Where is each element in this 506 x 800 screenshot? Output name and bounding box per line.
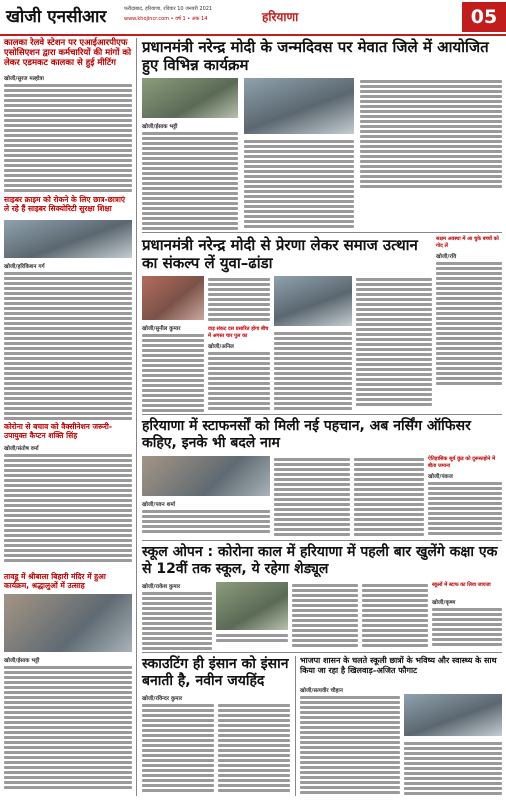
- article-7-body-col3: [362, 582, 428, 650]
- article-4-side-body: [436, 260, 502, 392]
- article-8-photo: [4, 594, 132, 652]
- article-12-side-byline: खोजी/कृष्ण: [432, 600, 456, 606]
- article-10-body-col2: [404, 740, 502, 796]
- newspaper-brand: खोजी एनसीआर: [6, 7, 107, 27]
- article-4-body-col3: [274, 330, 352, 412]
- article-8-headline: तावडू में श्रीबाला बिहारी मंदिर में हुआ कार्यक्रम, श्रद्धालुओं में उत्साह: [4, 572, 106, 590]
- article-7-headline: स्कूल ओपन : कोरोना काल में हरियाणा में पहली बार खुलेंगे कक्षा एक से 12वीं तक स्कूल, ये रहेगा शेड्यूल: [142, 544, 498, 577]
- article-4-photo-1: [142, 276, 204, 320]
- article-8-byline: खोजी/ईसाक भट्टी: [4, 658, 40, 664]
- article-6-body-col2: [274, 456, 350, 538]
- article-4-headline: प्रधानमंत्री नरेन्द्र मोदी से प्रेरणा लेकर समाज उत्थान का संकल्प लें युवा–ढांडा: [142, 236, 418, 272]
- article-9-body-col2: [218, 702, 290, 796]
- edition-info: www.khojincr.com • वर्ष 1 • अंक 14: [124, 16, 208, 22]
- article-12-side-headline: स्कूलों में स्टाफ का लिया जायजा: [432, 582, 491, 588]
- divider-2: [142, 414, 502, 415]
- article-7-body-col2: [292, 582, 358, 650]
- article-11-byline: खोजी/पंकज: [428, 474, 453, 480]
- page-number: 05: [462, 2, 506, 32]
- article-4-side-byline: खोजी/रवि: [436, 254, 457, 260]
- article-5-byline: खोजी/संतोष वर्मा: [4, 446, 39, 452]
- article-2-body-col2: [244, 138, 354, 230]
- column-divider: [136, 38, 137, 796]
- article-1-headline: कालका रेलवे स्टेशन पर एआईआरपीएफ एसोसिएशन द्वारा कर्मचारियों की मांगों को लेकर एडमकट कालका से हुई मीटिंग: [4, 38, 132, 68]
- article-11-headline: ऐतिहासिक सूर्य कुंड को दुरूस्तहोने में बीता जमाना: [428, 456, 496, 469]
- edition-dateline: फरीदाबाद, हरियाणा, रविवार 10 जनवरी 2021: [124, 6, 213, 12]
- article-4-side-headline: सक्षम अवस्था में आ चुके बच्चों को गोद लें: [436, 236, 499, 249]
- article-9-body-col1: [142, 702, 214, 796]
- article-10-body-col1: [300, 694, 400, 796]
- article-2-headline: प्रधानमंत्री नरेन्द्र मोदी के जन्मदिवस पर मेवात जिले में आयोजित हुए विभिन्न कार्यक्रम: [142, 38, 489, 74]
- article-7-body-col1: [142, 590, 212, 650]
- article-7-byline: खोजी/राकेश कुमार: [142, 584, 181, 590]
- article-10-headline: भाजपा शासन के चलते स्कूली छात्रों के भविष्य और स्वास्थ्य के साथ किया जा रहा है खिलवाड़–अजित फौगाट: [300, 656, 497, 675]
- article-10-byline: खोजी/सत्यवीर चौहान: [300, 688, 343, 694]
- article-6-photo: [142, 456, 270, 496]
- divider-5: [295, 656, 296, 796]
- article-9-byline: खोजी/रविन्दर कुमार: [142, 696, 183, 702]
- divider-4: [142, 652, 502, 653]
- article-6-byline: खोजी/पवन शर्मा: [142, 502, 176, 508]
- article-4-body-col4: [356, 276, 432, 412]
- article-6-body-col1: [142, 508, 270, 538]
- article-6-side-byline: खोजी/अनिल: [208, 344, 234, 350]
- article-2-byline: खोजी/ईसाक भट्टी: [142, 124, 178, 130]
- article-11-body: [428, 480, 502, 538]
- article-12-side-body: [432, 606, 502, 650]
- article-6-side-headline: वाड़ संकट दस प्रसारित होगा बीच में अगस्त चार पुल का: [208, 326, 269, 339]
- divider-3: [142, 540, 502, 541]
- article-6-body-col3: [354, 456, 424, 538]
- article-8-body: [4, 664, 132, 796]
- article-4-byline: खोजी/सुनील कुमार: [142, 326, 181, 332]
- article-2-photo-2: [244, 78, 354, 134]
- article-7-photo: [216, 582, 288, 630]
- article-4-body-col1: [142, 332, 204, 412]
- article-4-photo-2: [274, 276, 352, 326]
- article-4-body-col2: [208, 276, 270, 324]
- article-1-byline: खोजी/सुरज मल्होत्रा: [4, 76, 44, 82]
- article-3-byline: खोजी/हरिकिशन गर्ग: [4, 264, 45, 270]
- article-1-body: [4, 82, 132, 194]
- article-3-body: [4, 270, 132, 420]
- article-3-headline: साइबर क्राइम को रोकने के लिए छात्र-छात्राएं ले रहे हैं साइबर सिक्योरिटी सुरक्षा शिक्षा: [4, 195, 126, 213]
- article-9-headline: स्काउटिंग ही इंसान को इंसान बनाती है, नवीन जयहिंद: [142, 656, 289, 689]
- article-2-photo-1: [142, 78, 238, 118]
- article-3-photo: [4, 220, 132, 258]
- article-5-body: [4, 452, 132, 564]
- article-6-side-body: [208, 350, 270, 412]
- article-6-headline: हरियाणा में स्टाफनर्सों को मिली नई पहचान, अब नर्सिंग ऑफिसर कहिए, इनके भी बदले नाम: [142, 418, 471, 451]
- article-2-body-col3: [360, 78, 502, 190]
- article-10-photo: [404, 694, 502, 736]
- article-7-photo-caption: [216, 632, 288, 650]
- article-2-body-col1: [142, 130, 238, 230]
- section-name: हरियाणा: [262, 10, 299, 24]
- divider-1: [142, 232, 502, 233]
- article-5-headline: कोरोना से बचाव को वैक्सीनेशन जरूरी-उपायुक्त कैप्टन शक्ति सिंह: [4, 422, 112, 440]
